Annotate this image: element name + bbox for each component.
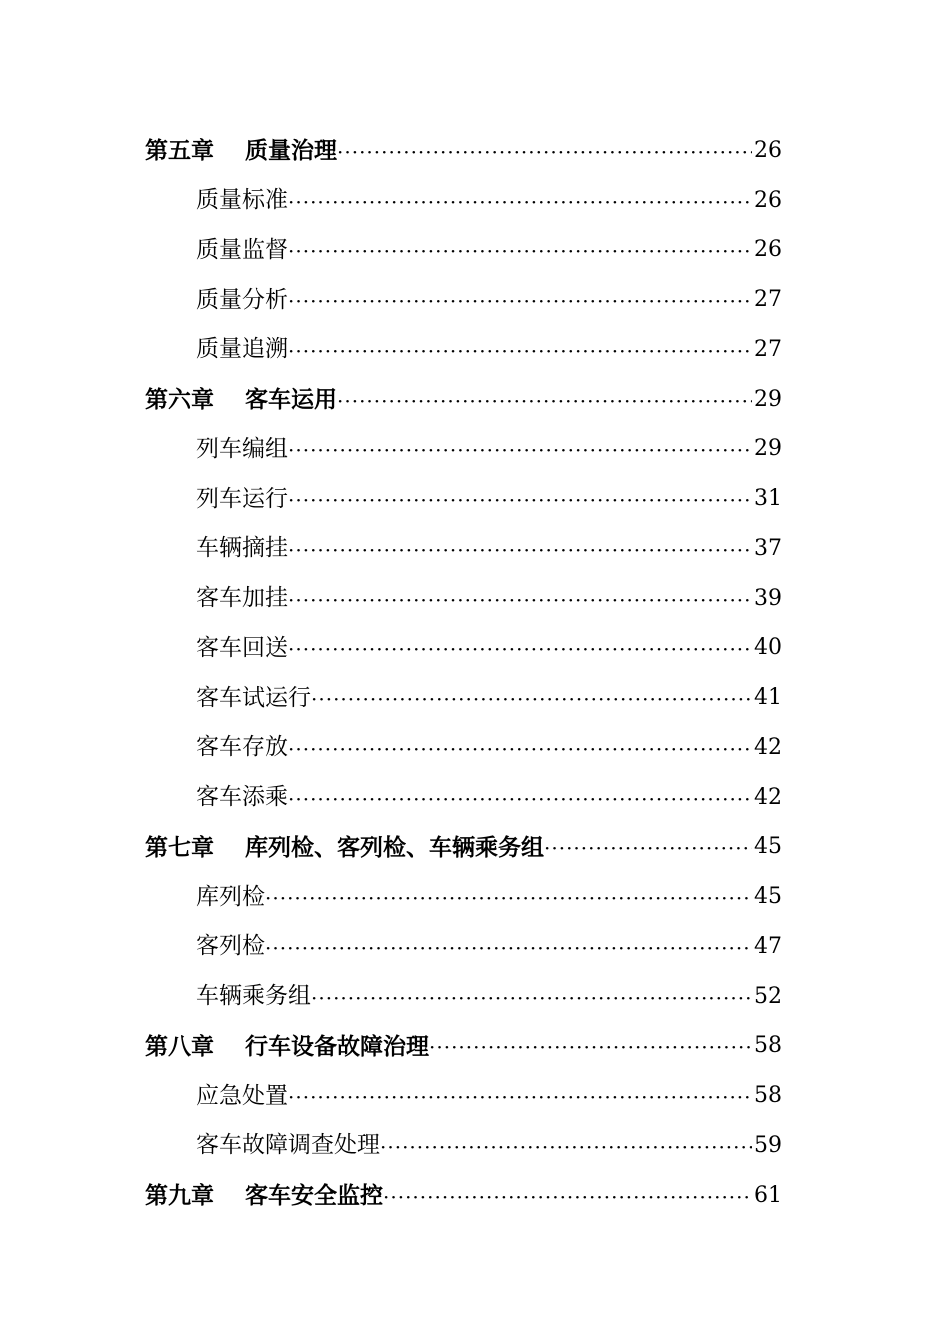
toc-chapter-title [145,1032,429,1060]
toc-page-number: 29 [754,436,782,462]
toc-section-row[interactable] [0,773,950,823]
toc-leader-dots [288,1087,752,1107]
table-of-contents [0,126,950,1221]
toc-page-number: 42 [754,784,782,810]
toc-chapter-number: 第五章 [145,137,214,165]
toc-section-title: 车辆乘务组 [196,983,311,1010]
toc-leader-dots [311,988,752,1008]
toc-page-number: 58 [754,1083,782,1109]
toc-leader-dots [288,341,752,361]
toc-section-row[interactable] [0,1121,950,1171]
toc-chapter-number: 第七章 [145,833,214,861]
toc-chapter-name: 质量治理 [245,137,337,165]
toc-section-row[interactable] [0,922,950,972]
toc-chapter-title [145,137,337,165]
toc-leader-dots [288,590,752,610]
toc-leader-dots [288,639,752,659]
toc-section-row[interactable] [0,673,950,723]
toc-section-title: 客列检 [196,933,265,960]
toc-leader-dots [288,789,752,809]
toc-page-number: 26 [754,237,782,263]
toc-section-row[interactable] [0,1071,950,1121]
toc-leader-dots [337,391,752,411]
toc-section-title: 客车加挂 [196,585,288,612]
toc-leader-dots [383,1187,752,1207]
toc-page-number: 42 [754,734,782,760]
toc-section-title: 列车运行 [196,485,288,512]
toc-chapter-title [145,1182,383,1210]
toc-chapter-title [145,833,544,861]
toc-section-row[interactable] [0,524,950,574]
toc-leader-dots [380,1137,752,1157]
toc-page-number: 45 [754,884,782,910]
toc-chapter-name: 客车运用 [245,386,337,414]
toc-chapter-name: 客车安全监控 [245,1182,383,1210]
toc-page-number: 59 [754,1132,782,1158]
toc-page-number: 29 [754,386,782,412]
toc-page-number: 26 [754,137,782,163]
toc-section-row[interactable] [0,275,950,325]
toc-chapter-row[interactable] [0,823,950,873]
toc-section-title: 库列检 [196,883,265,910]
toc-chapter-name: 行车设备故障治理 [245,1032,429,1060]
toc-leader-dots [288,192,752,212]
toc-page-number: 45 [754,834,782,860]
toc-section-title: 车辆摘挂 [196,535,288,562]
toc-leader-dots [288,440,752,460]
toc-section-title: 客车回送 [196,634,288,661]
toc-leader-dots [288,739,752,759]
toc-section-row[interactable] [0,425,950,475]
toc-page-number: 39 [754,585,782,611]
toc-chapter-row[interactable] [0,375,950,425]
toc-leader-dots [429,1037,752,1057]
toc-section-row[interactable] [0,226,950,276]
toc-chapter-title [145,386,337,414]
toc-chapter-number: 第六章 [145,386,214,414]
toc-chapter-number: 第八章 [145,1032,214,1060]
toc-page-number: 27 [754,287,782,313]
toc-chapter-row[interactable] [0,126,950,176]
toc-section-row[interactable] [0,972,950,1022]
toc-page-number: 47 [754,933,782,959]
toc-section-row[interactable] [0,176,950,226]
toc-page-number: 31 [754,486,782,512]
toc-chapter-row[interactable] [0,1171,950,1221]
toc-leader-dots [288,490,752,510]
toc-page-number: 37 [754,535,782,561]
toc-section-title: 质量追溯 [196,336,288,363]
toc-page-number: 26 [754,187,782,213]
toc-leader-dots [265,938,752,958]
toc-section-title: 质量监督 [196,236,288,263]
toc-page-number: 61 [754,1182,782,1208]
toc-page-number: 27 [754,336,782,362]
toc-leader-dots [265,888,752,908]
toc-page-number: 40 [754,635,782,661]
toc-section-row[interactable] [0,474,950,524]
toc-section-title: 质量分析 [196,286,288,313]
toc-section-title: 客车添乘 [196,784,288,811]
toc-chapter-number: 第九章 [145,1182,214,1210]
toc-section-title: 质量标准 [196,187,288,214]
toc-leader-dots [311,689,752,709]
toc-page-number: 58 [754,1033,782,1059]
toc-section-title: 客车存放 [196,734,288,761]
toc-section-title: 列车编组 [196,435,288,462]
toc-section-title: 应急处置 [196,1082,288,1109]
toc-leader-dots [288,241,752,261]
toc-section-row[interactable] [0,624,950,674]
toc-leader-dots [288,291,752,311]
toc-page-number: 41 [754,685,782,711]
toc-chapter-row[interactable] [0,1022,950,1072]
toc-chapter-name: 库列检、客列检、车辆乘务组 [245,833,544,861]
toc-section-row[interactable] [0,872,950,922]
toc-section-title: 客车试运行 [196,684,311,711]
toc-section-row[interactable] [0,574,950,624]
toc-leader-dots [544,838,752,858]
toc-section-row[interactable] [0,723,950,773]
toc-page-number: 52 [754,983,782,1009]
toc-section-title: 客车故障调查处理 [196,1132,380,1159]
toc-leader-dots [288,540,752,560]
toc-section-row[interactable] [0,325,950,375]
toc-leader-dots [337,142,752,162]
